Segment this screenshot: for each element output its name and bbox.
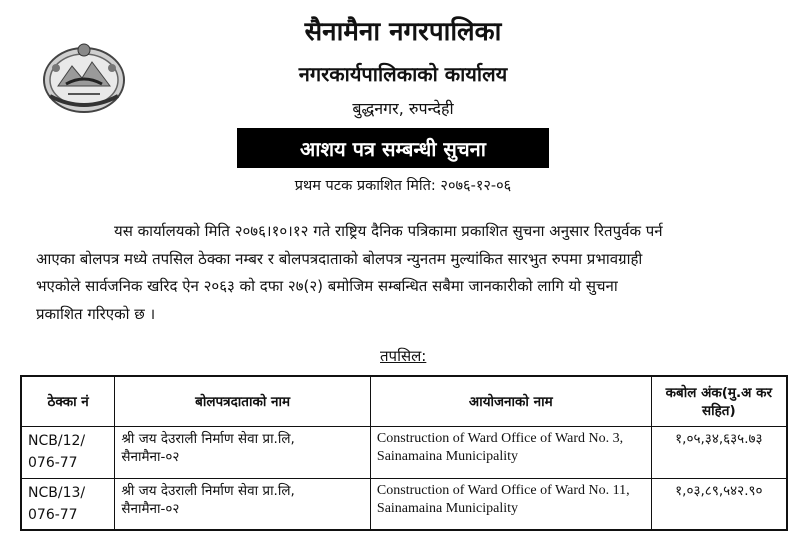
paragraph-line: आएका बोलपत्र मध्ये तपसिल ठेक्का नम्बर र बोलपत्रदाताको बोलपत्र न्युनतम मुल्यांकित सारभुत रुपमा प्रभावग्राही	[36, 249, 643, 268]
contract-no-header: ठेक्का नं	[21, 376, 115, 426]
notice-title-banner: आशय पत्र सम्बन्धी सुचना	[237, 128, 549, 168]
bidder-cell	[115, 478, 371, 530]
paragraph-line: यस कार्यालयको मिति २०७६।१०।१२ गते राष्ट्रिय दैनिक पत्रिकामा प्रकाशित सुचना अनुसार रितपुर्वक पर्न	[114, 222, 663, 240]
table-row	[21, 478, 787, 530]
bidder-name: श्री जय देउराली निर्माण सेवा प्रा.लि,	[121, 482, 295, 499]
project-cell: Construction of Ward Office of Ward No. 11, Sainamaina Municipality	[370, 478, 651, 530]
contract-no-cell	[21, 426, 115, 478]
bidder-header: बोलपत्रदाताको नाम	[115, 376, 371, 426]
project-header: आयोजनाको नाम	[370, 376, 651, 426]
bidder-name: श्री जय देउराली निर्माण सेवा प्रा.लि,	[121, 430, 295, 447]
contract-no-part: NCB/12/	[28, 432, 86, 449]
contract-no-part: 076-77	[28, 454, 78, 471]
table-row	[21, 426, 787, 478]
contract-no-part: NCB/13/	[28, 484, 86, 501]
contract-no-cell	[21, 478, 115, 530]
office-title: नगरकार्यपालिकाको कार्यालय	[298, 62, 508, 86]
project-cell: Construction of Ward Office of Ward No. 3, Sainamaina Municipality	[370, 426, 651, 478]
amount-cell: १,०५,३४,६३५.७३	[651, 426, 787, 478]
bidder-address: सैनामैना-०२	[121, 500, 180, 517]
contract-table	[20, 375, 788, 531]
contract-no-part: 076-77	[28, 506, 78, 523]
bidder-cell	[115, 426, 371, 478]
details-heading: तपसिल:	[380, 347, 427, 365]
bidder-address: सैनामैना-०२	[121, 448, 180, 465]
amount-header: कबोल अंक(मु.अ कर सहित)	[651, 376, 787, 426]
municipality-title: सैनामैना नगरपालिका	[304, 17, 502, 47]
paragraph-line: प्रकाशित गरिएको छ ।	[36, 304, 156, 323]
published-date: प्रथम पटक प्रकाशित मिति: २०७६-१२-०६	[294, 178, 512, 194]
notice-paragraph	[36, 218, 776, 328]
office-address: बुद्धनगर, रुपन्देही	[352, 99, 454, 118]
table-header-row	[21, 376, 787, 426]
amount-cell: १,०३,८९,५४२.९०	[651, 478, 787, 530]
paragraph-line: भएकोले सार्वजनिक खरिद ऐन २०६३ को दफा २७(२) बमोजिम सम्बन्धित सबैमा जानकारीको लागि यो सुचना	[36, 277, 618, 295]
